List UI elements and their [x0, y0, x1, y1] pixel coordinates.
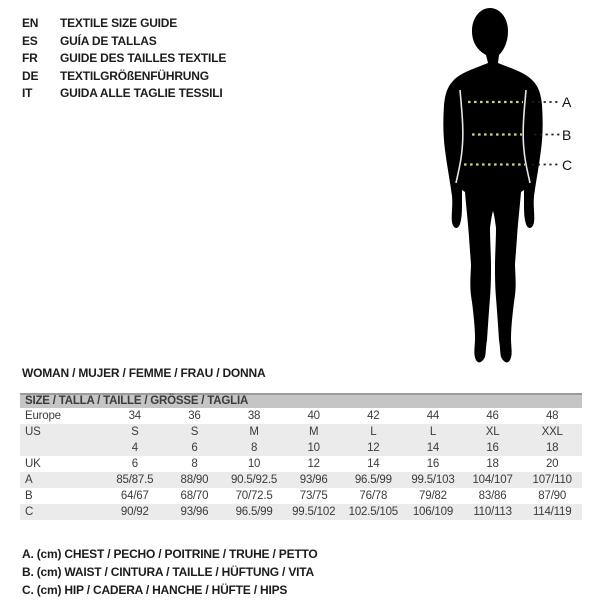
- language-code: FR: [22, 51, 38, 66]
- size-cell: 68/70: [180, 490, 209, 502]
- row-label: US: [25, 426, 41, 438]
- size-cell: 6: [191, 442, 198, 454]
- size-cell: M: [249, 426, 259, 438]
- marker-label-hip: C: [562, 157, 573, 173]
- size-cell: 16: [486, 442, 499, 454]
- language-title: TEXTILGRÖßENFÜHRUNG: [60, 68, 209, 83]
- size-cell: 48: [545, 410, 559, 422]
- woman-silhouette-figure: [420, 0, 580, 375]
- size-cell: 6: [131, 458, 138, 470]
- size-cell: 88/90: [180, 474, 209, 486]
- size-cell: 96.5/99: [354, 474, 392, 486]
- table-title: WOMAN / MUJER / FEMME / FRAU / DONNA: [22, 366, 266, 380]
- language-row: [22, 33, 226, 51]
- size-cell: 18: [486, 458, 499, 470]
- size-cell: 102.5/105: [348, 506, 398, 518]
- size-cell: 85/87.5: [116, 474, 154, 486]
- size-cell: 42: [367, 410, 380, 422]
- size-cell: 4: [131, 442, 138, 454]
- table-row-europe: [20, 408, 582, 424]
- size-cell: 40: [307, 410, 320, 422]
- size-cell: XL: [485, 426, 500, 438]
- marker-label-waist: B: [562, 127, 572, 143]
- size-cell: L: [429, 426, 437, 438]
- size-cell: XXL: [541, 426, 563, 438]
- size-cell: 93/96: [180, 506, 209, 518]
- size-cell: 73/75: [299, 490, 328, 502]
- size-table-grid: [20, 408, 582, 520]
- row-label: [20, 440, 105, 456]
- size-cell: 76/78: [359, 490, 388, 502]
- table-row-uk: [20, 456, 582, 472]
- legend-waist: B. (cm) WAIST / CINTURA / TAILLE / HÜFTUNG / VITA: [22, 565, 314, 579]
- size-cell: 99.5/103: [411, 474, 455, 486]
- size-table: [20, 393, 582, 520]
- size-cell: 106/109: [412, 506, 454, 518]
- size-cell: 64/67: [120, 490, 149, 502]
- row-label: B: [25, 490, 33, 502]
- language-code: EN: [22, 16, 39, 30]
- size-cell: 10: [247, 458, 261, 470]
- size-cell: L: [370, 426, 377, 438]
- size-cell: 96.5/99: [235, 506, 273, 518]
- language-row: [22, 15, 226, 33]
- row-label: UK: [25, 458, 41, 470]
- size-cell: 20: [545, 458, 559, 470]
- size-cell: 44: [426, 410, 440, 422]
- marker-label-chest: A: [562, 94, 572, 110]
- size-cell: 10: [307, 442, 320, 454]
- size-cell: 114/119: [532, 506, 572, 518]
- size-cell: 90.5/92.5: [230, 474, 278, 486]
- size-cell: 14: [367, 458, 380, 470]
- size-cell: 14: [426, 442, 440, 454]
- language-code: DE: [22, 68, 39, 83]
- size-cell: 70/72.5: [235, 490, 273, 502]
- language-row: [22, 68, 226, 86]
- language-title-list: [22, 15, 226, 103]
- language-code: ES: [22, 33, 38, 48]
- row-label: Europe: [25, 410, 61, 422]
- size-cell: 8: [250, 442, 258, 454]
- table-row-chest: [20, 472, 582, 488]
- legend-chest: A. (cm) CHEST / PECHO / POITRINE / TRUHE / PETTO: [22, 547, 318, 561]
- table-row-hip: [20, 504, 582, 520]
- size-cell: 93/96: [299, 474, 328, 486]
- table-row-us-numeric: [20, 440, 582, 456]
- size-cell: 107/110: [532, 474, 572, 486]
- measurement-legend: [22, 545, 318, 599]
- table-row-waist: [20, 488, 582, 504]
- size-cell: 18: [545, 442, 559, 454]
- size-cell: 38: [247, 410, 261, 422]
- woman-silhouette: [443, 8, 542, 362]
- language-code: IT: [22, 86, 33, 101]
- size-cell: 79/82: [419, 490, 447, 502]
- size-cell: 87/90: [538, 490, 567, 502]
- size-cell: 46: [486, 410, 499, 422]
- size-cell: S: [131, 426, 139, 438]
- size-cell: 90/92: [120, 506, 149, 518]
- legend-hip: C. (cm) HIP / CADERA / HANCHE / HÜFTE / HIPS: [22, 583, 288, 597]
- size-cell: 34: [128, 410, 142, 422]
- language-title: GUIDE DES TAILLES TEXTILE: [60, 51, 227, 66]
- row-label: A: [25, 474, 33, 486]
- size-cell: 110/113: [473, 506, 512, 518]
- size-cell: 104/107: [472, 474, 513, 486]
- language-title: TEXTILE SIZE GUIDE: [60, 16, 178, 30]
- size-cell: 12: [367, 442, 380, 454]
- table-row-us-letter: [20, 424, 582, 440]
- language-title: GUIDA ALLE TAGLIE TESSILI: [60, 86, 223, 101]
- size-cell: 16: [426, 458, 440, 470]
- size-cell: S: [190, 426, 199, 438]
- size-cell: 36: [188, 410, 201, 422]
- size-cell: 8: [191, 458, 198, 470]
- size-cell: 99.5/102: [292, 506, 336, 518]
- language-title: GUÍA DE TALLAS: [60, 33, 157, 48]
- language-row: [22, 85, 226, 103]
- size-cell: M: [308, 426, 319, 438]
- language-row: [22, 50, 226, 68]
- size-cell: 83/86: [478, 490, 507, 502]
- row-label: C: [25, 506, 34, 518]
- size-cell: 12: [307, 458, 320, 470]
- size-table-header: SIZE / TALLA / TAILLE / GRÖSSE / TAGLIA: [20, 393, 582, 408]
